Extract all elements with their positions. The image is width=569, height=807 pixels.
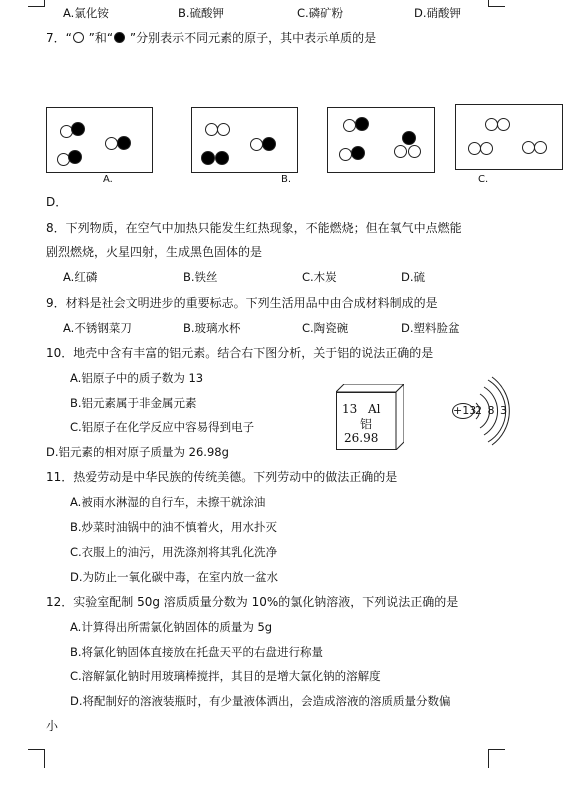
white-atom-icon [394, 145, 407, 158]
q7-label-a: A. [103, 174, 113, 185]
black-atom-icon [68, 150, 82, 164]
q7-stem [46, 30, 376, 46]
black-atom-symbol-icon [114, 32, 125, 43]
q7-stem-mid: ”和“ [84, 31, 114, 45]
q9-option-d: D.塑料脸盆 [401, 321, 460, 335]
q9-option-a: A.不锈钢菜刀 [63, 321, 132, 335]
element-number: 13 [342, 402, 358, 416]
q6-option-c: C.磷矿粉 [297, 6, 344, 20]
q12-option-a: A.计算得出所需氯化钠固体的质量为 5g [70, 620, 273, 634]
q12-option-d-overflow: 小 [46, 719, 59, 733]
q7-figure-a [46, 107, 153, 173]
black-atom-icon [117, 136, 131, 150]
q11-option-d: D.为防止一氧化碳中毒，在室内放一盆水 [70, 570, 279, 584]
atomic-structure-diagram [452, 376, 510, 446]
q12-option-c: C.溶解氯化钠时用玻璃棒搅拌，其目的是增大氯化钠的溶解度 [70, 669, 381, 683]
q10-option-a: A.铝原子中的质子数为 13 [70, 371, 204, 385]
q8-option-a: A.红磷 [63, 270, 98, 284]
q8-option-c: C.木炭 [302, 270, 337, 284]
white-atom-symbol-icon [73, 32, 84, 43]
nucleus-charge: +13 [453, 404, 477, 417]
q11-option-a: A.被雨水淋湿的自行车，未擦干就涂油 [70, 495, 266, 509]
white-atom-icon [343, 119, 356, 132]
white-atom-icon [480, 142, 493, 155]
black-atom-icon [355, 117, 369, 131]
q6-option-d: D.硝酸钾 [414, 6, 462, 20]
white-atom-icon [408, 145, 421, 158]
element-symbol: Al [368, 402, 381, 416]
q11-option-c: C.衣服上的油污，用洗涤剂将其乳化洗净 [70, 545, 278, 559]
q7-stem-prefix: 7．“ [46, 31, 72, 45]
q7-label-b: B. [281, 174, 292, 185]
q7-figure-b [191, 107, 298, 173]
black-atom-icon [351, 146, 365, 160]
q12-option-b: B.将氯化钠固体直接放在托盘天平的右盘进行称量 [70, 645, 324, 659]
q7-figure-d [455, 104, 563, 170]
electron-shell-counts: 2 8 3 [475, 404, 508, 417]
q11-option-b: B.炒菜时油锅中的油不慎着火，用水扑灭 [70, 520, 278, 534]
white-atom-icon [217, 123, 230, 136]
q10-stem: 10．地壳中含有丰富的铝元素。结合右下图分析，关于铝的说法正确的是 [46, 346, 434, 360]
q9-stem: 9．材料是社会文明进步的重要标志。下列生活用品中由合成材料制成的是 [46, 296, 438, 310]
white-atom-icon [534, 141, 547, 154]
white-atom-icon [497, 118, 510, 131]
element-card [336, 384, 404, 450]
q8-stem-line1: 8．下列物质，在空气中加热只能发生红热现象，不能燃烧；但在氧气中点燃能 [46, 221, 462, 235]
q7-figure-c [327, 107, 435, 173]
q11-stem: 11．热爱劳动是中华民族的传统美德。下列劳动中的做法正确的是 [46, 470, 398, 484]
q10-option-c: C.铝原子在化学反应中容易得到电子 [70, 420, 255, 434]
corner-mark-bottom-right [488, 749, 505, 768]
black-atom-icon [215, 151, 229, 165]
corner-mark-bottom-left [28, 749, 45, 768]
black-atom-icon [201, 151, 215, 165]
corner-mark-top-right [488, 0, 505, 7]
q7-stem-suffix: ”分别表示不同元素的原子，其中表示单质的是 [126, 31, 377, 45]
element-name: 铝 [360, 417, 373, 431]
q12-stem: 12．实验室配制 50g 溶质质量分数为 10%的氯化钠溶液，下列说法正确的是 [46, 595, 459, 609]
q12-option-d: D.将配制好的溶液装瓶时，有少量液体洒出，会造成溶液的溶质质量分数偏 [70, 694, 451, 708]
q9-option-b: B.玻璃水杯 [183, 321, 241, 335]
element-mass: 26.98 [344, 431, 379, 445]
q9-option-c: C.陶瓷碗 [302, 321, 349, 335]
q8-stem-line2: 剧烈燃烧，火星四射，生成黑色固体的是 [46, 245, 263, 259]
q8-option-b: B.铁丝 [183, 270, 218, 284]
q6-option-a: A.氯化铵 [63, 6, 109, 20]
black-atom-icon [402, 131, 416, 145]
q10-option-b: B.铝元素属于非金属元素 [70, 396, 197, 410]
q6-option-b: B.硫酸钾 [178, 6, 225, 20]
q8-option-d: D.硫 [401, 270, 426, 284]
corner-mark-top-left [28, 0, 45, 7]
q10-option-d: D.铝元素的相对原子质量为 26.98g [46, 445, 229, 459]
q7-label-d: D． [46, 195, 68, 209]
black-atom-icon [71, 122, 85, 136]
q7-label-c: C. [478, 174, 489, 185]
white-atom-icon [339, 148, 352, 161]
black-atom-icon [262, 137, 276, 151]
